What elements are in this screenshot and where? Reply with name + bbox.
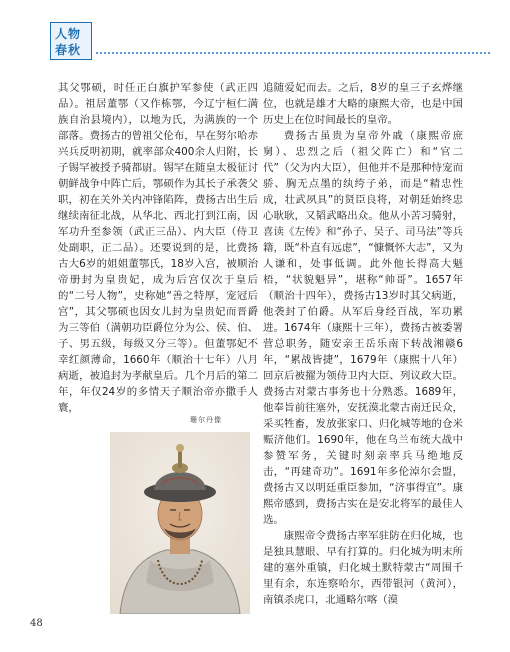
right-column (263, 80, 463, 608)
right-paragraph-3: 康熙帝令费扬古率军驻防在归化城，也是独具慧眼、早有打算的。归化城为明末所建的塞外重镇，归化城土默特蒙古“周围千里有余，东连察哈尔，西带银河（黄河），南镇杀虎口，北通略尔喀（漠 (263, 530, 463, 606)
header-dotted-rule (96, 52, 490, 54)
section-badge (50, 22, 92, 60)
left-paragraph: 其父鄂硕，时任正白旗护军参使（武正四品）。祖居董鄂（又作栋鄂，今辽宁桓仁满族自治县境内），以地为氏，为满族的一个部落。费扬古的曾祖父伦布，早在努尔哈赤兴兵反明初期，就率部众400余人归附，长子锡罕被授予骑都尉。锡罕在随皇太极征讨朝鲜战争中阵亡后，鄂硕作为其长子承袭父职，初在关外关内冲锋陷阵，费扬古出生后继续南征北战，从华北、西北打到江南，因军功升至参领（武正三品）、内大臣（侍卫处副职，正二品）。还要说到的是，比费扬古大6岁的姐姐董鄂氏，18岁入宫，被顺治帝册封为皇贵妃，成为后宫仅次于皇后的“二号人物”，史称她“善之特厚，宠冠后宫”，其父鄂硕也因女儿封为皇贵妃而晋爵为三等伯（满朝功臣爵位分为公、侯、伯、子、男五级，每级又分三等）。但董鄂妃不幸红颜薄命，1660年（顺治十七年）八月病逝，被追封为孝献皇后。几个月后的第二年，年仅24岁的多情天子顺治帝亦撒手人寰， (58, 82, 258, 414)
portrait-caption: 珊尔丹像 (190, 416, 222, 424)
page-number: 48 (30, 618, 43, 629)
portrait-image (110, 432, 250, 614)
right-paragraph-1: 追随爱妃而去。之后，8岁的皇三子玄烨继位，也就是雄才大略的康熙大帝，也是中国历史上在位时间最长的皇帝。 (263, 82, 463, 126)
right-paragraph-2: 费扬古虽贵为皇帝外戚（康熙帝庶舅）、忠烈之后（祖父阵亡）和“官二代”（父为内大臣），但他并不是那种恃宠而骄、胸无点墨的纨绔子弟，而是“精忠性成，壮武夙具”的贤臣良将，对朝廷始终忠心耿耿，又韬武略出众。他从小苦习骑射，喜读《左传》和“孙子、吴子、司马法”等兵籍，既“朴直有远虑”，“慷慨怀大志”，又为人谦和，处事低调。此外他长得高大魁梧，“状貌魁异”，堪称“帅哥”。1657年（顺治十四年），费扬古13岁时其父病逝，他袭封了伯爵。从军后身经百战，军功累进。1674年（康熙十三年），费扬古被委署营总职务，随安亲王岳乐南下转战湘赣6年，“累战皆捷”，1679年（康熙十八年）回京后被擢为领侍卫内大臣、列议政大臣。费扬古对蒙古事务也十分熟悉。1689年，他奉旨前往塞外，安抚漠北蒙古南迁民众，采买牲畜，发放张家口、归化城等地的仓米赈济他们。1690年，他在乌兰布统大战中参赞军务，关键时刻亲率兵马绝地反击，“再建奇功”。1691年多伦淖尔会盟，费扬古又以明廷重臣参加，“济事得宜”。康熙帝感到，费扬古实在是安北将军的最佳人选。 (263, 130, 463, 526)
section-title-line1: 人物 (55, 27, 82, 41)
section-header (50, 22, 490, 62)
section-title-line2: 春秋 (55, 43, 82, 57)
left-column (58, 80, 258, 416)
